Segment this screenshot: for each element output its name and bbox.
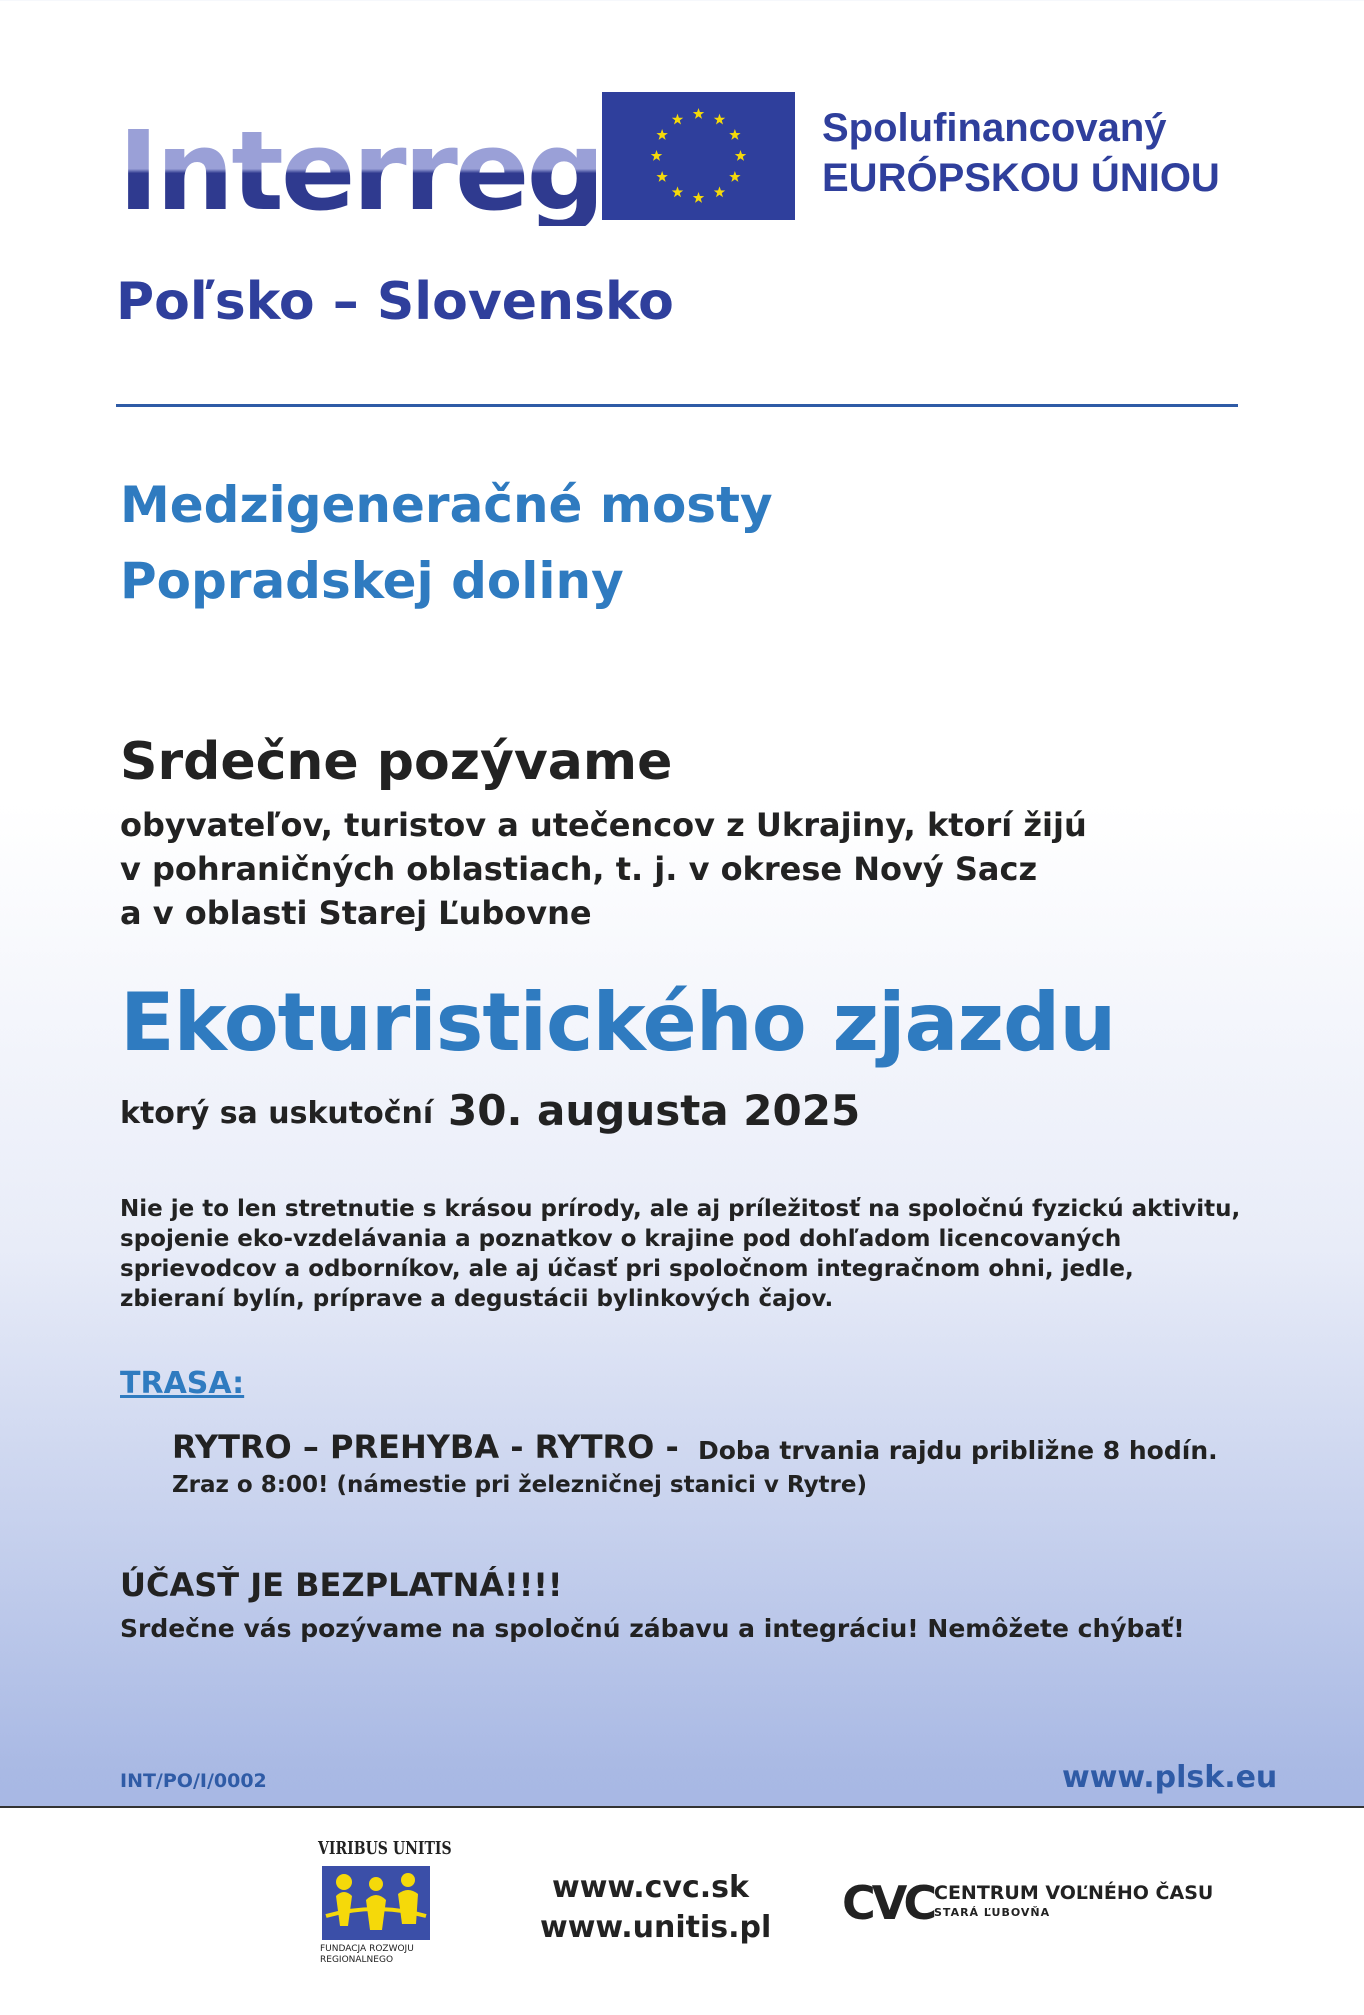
eu-star-icon: [729, 171, 740, 182]
cvc-url-link[interactable]: www.cvc.sk: [552, 1870, 749, 1905]
project-title-line2: Popradskej doliny: [120, 552, 624, 610]
cvc-logo-icon: CVC: [842, 1876, 934, 1930]
project-title-line1: Medzigeneračné mosty: [120, 476, 773, 534]
eu-star-icon: [693, 108, 704, 119]
vu-sub-line: FUNDACJA ROZWOJU: [320, 1944, 414, 1954]
interreg-logo: Interreg: [118, 107, 603, 235]
description-line: zbieraní bylín, príprave a degustácii bylinkových čajov.: [120, 1286, 834, 1312]
eu-star-icon: [693, 192, 704, 203]
free-participation: ÚČASŤ JE BEZPLATNÁ!!!!: [120, 1566, 563, 1604]
invite-line: v pohraničných oblastiach, t. j. v okrese Nový Sacz: [120, 850, 1038, 888]
meeting-info: Zraz o 8:00! (námestie pri železničnej stanici v Rytre): [172, 1472, 868, 1498]
description-line: sprievodcov a odborníkov, ale aj účasť pri spoločnom integračnom ohni, jedle,: [120, 1256, 1134, 1282]
viribus-unitis-subtitle: [320, 1944, 414, 1966]
program-region: Poľsko – Slovensko: [116, 272, 674, 332]
eu-star-icon: [651, 150, 662, 161]
event-date: 30. augusta 2025: [448, 1086, 861, 1135]
eu-union-label: EURÓPSKOU ÚNIOU: [822, 156, 1220, 200]
eu-star-icon: [735, 150, 746, 161]
description-line: Nie je to len stretnutie s krásou prírody, ale aj príležitosť na spoločnú fyzickú aktivitu,: [120, 1196, 1241, 1222]
description-line: spojenie eko-vzdelávania a poznatkov o krajine pod dohľadom licencovaných: [120, 1226, 1122, 1252]
viribus-unitis-title: VIRIBUS UNITIS: [318, 1838, 452, 1859]
website-link[interactable]: www.plsk.eu: [1062, 1760, 1278, 1795]
route-duration: Doba trvania rajdu približne 8 hodín.: [698, 1436, 1218, 1465]
eu-star-icon: [714, 186, 725, 197]
event-date-lead: ktorý sa uskutoční: [120, 1096, 434, 1131]
invite-line: obyvateľov, turistov a utečencov z Ukrajiny, ktorí žijú: [120, 806, 1087, 844]
route-path: RYTRO – PREHYBA - RYTRO -: [172, 1428, 679, 1466]
project-code: INT/PO/I/0002: [120, 1770, 267, 1792]
closing-invite: Srdečne vás pozývame na spoločnú zábavu a integráciu! Nemôžete chýbať!: [120, 1614, 1185, 1643]
vu-sub-line: REGIONALNEGO: [320, 1955, 394, 1965]
cvc-name: CENTRUM VOĽNÉHO ČASU: [934, 1882, 1214, 1904]
eu-flag-icon: [602, 92, 795, 220]
route-label: TRASA:: [120, 1366, 245, 1401]
eu-cofinanced-label: Spolufinancovaný: [822, 106, 1167, 150]
eu-star-icon: [672, 114, 683, 125]
viribus-unitis-logo-icon: [322, 1866, 430, 1940]
divider: [116, 404, 1238, 407]
cvc-town: STARÁ ĽUBOVŇA: [934, 1906, 1051, 1919]
eu-star-icon: [656, 129, 667, 140]
invite-heading: Srdečne pozývame: [120, 732, 673, 792]
invite-line: a v oblasti Starej Ľubovne: [120, 894, 592, 932]
eu-star-icon: [656, 171, 667, 182]
unitis-url-link[interactable]: www.unitis.pl: [540, 1910, 772, 1945]
eu-star-icon: [672, 186, 683, 197]
eu-star-icon: [714, 114, 725, 125]
event-title: Ekoturistického zjazdu: [120, 976, 1116, 1069]
eu-star-icon: [729, 129, 740, 140]
